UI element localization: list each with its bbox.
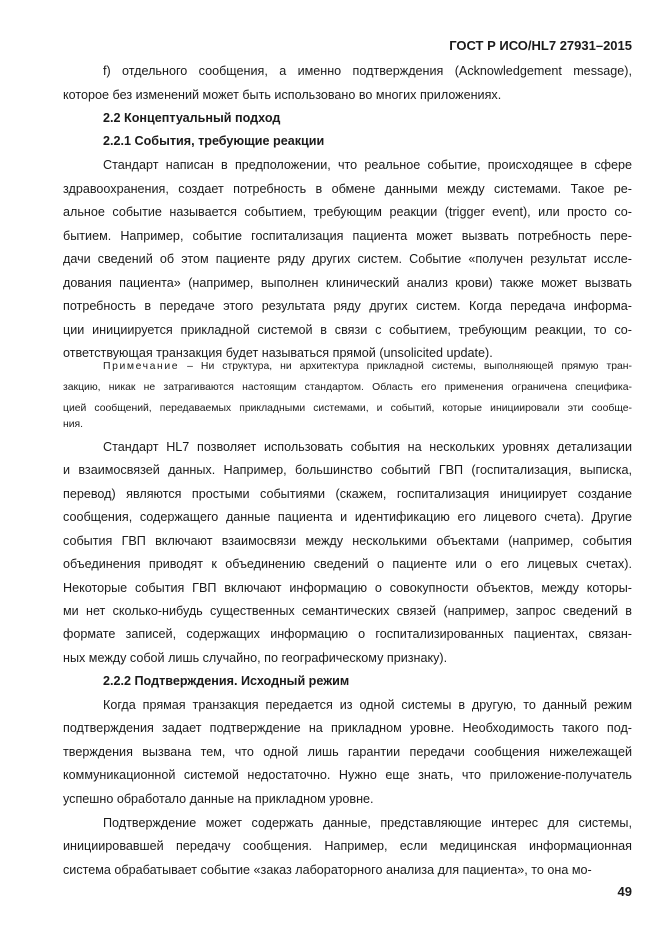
section-heading: 2.2 Концептуальный подход	[103, 110, 281, 125]
text-line: Некоторые события ГВП включают информацию о совокупности объектов, между которы-	[63, 580, 632, 595]
text-line: система обрабатывает событие «заказ лабораторного анализа для пациента», то она мо-	[63, 862, 592, 877]
text-line: потребность в передаче этого результата ряду других систем. Когда передача информа-	[63, 298, 632, 313]
text-line: f) отдельного сообщения, а именно подтверждения (Acknowledgement message),	[103, 63, 632, 78]
text-line: ных между собой лишь случайно, по географическому признаку).	[63, 650, 448, 665]
document-header: ГОСТ Р ИСО/HL7 27931–2015	[449, 38, 632, 53]
text-line: бытием. Например, событие госпитализация пациента может вызвать потребность пере-	[63, 228, 632, 243]
text-line: дования пациента» (например, выполнен клинический анализ крови) также может вызвать	[63, 275, 632, 290]
text-line: перевод) являются простыми событиями (скажем, госпитализация инициирует создание	[63, 486, 632, 501]
text-line: успешно обработало данные на прикладном уровне.	[63, 791, 374, 806]
text-line: подтверждения задает подтверждение на прикладном уровне. Необходимость такого под-	[63, 720, 632, 735]
text-line: инициировавшей передачу сообщения. Например, если медицинская информационная	[63, 838, 632, 853]
text-line: Стандарт HL7 позволяет использовать события на нескольких уровнях детализации	[103, 439, 632, 454]
note-line: закцию, никак не затрагиваются настоящим стандартом. Область его применения ограничена специфика-	[63, 382, 632, 393]
text-line: коммуникационной системой недостаточно. Нужно еще знать, что приложение-получатель	[63, 767, 632, 782]
text-line: которое без изменений может быть использовано во многих приложениях.	[63, 87, 502, 102]
text-line: здравоохранения, создает потребность в обмене данными между системами. Такое ре-	[63, 181, 632, 196]
note-label: Примечание	[103, 361, 180, 372]
text-line: формате записей, содержащих информацию о госпитализированных пациентах, связан-	[63, 626, 632, 641]
text-line: дачи сведений об этом пациенте ряду других систем. Событие «получен результат иссле-	[63, 251, 632, 266]
text-line: объединения приводят к объединению сведений о пациенте или о его лицевых счетах).	[63, 556, 632, 571]
text-line: Стандарт написан в предположении, что реальное событие, происходящее в сфере	[103, 157, 632, 172]
text-line: Подтверждение может содержать данные, представляющие интерес для системы,	[103, 815, 632, 830]
text-line: ответствующая транзакция будет называться прямой (unsolicited update).	[63, 345, 493, 360]
text-line: Когда прямая транзакция передается из одной системы в другую, то данный режим	[103, 697, 632, 712]
text-line: ми нет сколько-нибудь существенных семантических связей (например, запрос сведений в	[63, 603, 632, 618]
text-line: альное событие называется событием, требующим реакции (trigger event), или просто со-	[63, 204, 632, 219]
section-heading: 2.2.1 События, требующие реакции	[103, 133, 325, 148]
page-number: 49	[617, 884, 632, 899]
note-line: ния.	[63, 419, 84, 430]
text-line: ции инициируется прикладной системой в связи с событием, требующим реакции, то со-	[63, 322, 632, 337]
text-line: сообщения, содержащего данные пациента и идентификацию его лицевого счета). Другие	[63, 509, 632, 524]
section-heading: 2.2.2 Подтверждения. Исходный режим	[103, 673, 350, 688]
text-line: и взаимосвязей данных. Например, большинство событий ГВП (госпитализация, выписка,	[63, 462, 632, 477]
text-line: тверждения вызвана тем, что одной лишь гарантии передачи сообщения нижележащей	[63, 744, 632, 759]
note-line: Примечание – Ни структура, ни архитектура прикладной системы, выполняющей прямую тран-	[103, 361, 632, 372]
text-line: события ГВП включают взаимосвязи между несколькими объектами (например, события	[63, 533, 632, 548]
note-line: цией сообщений, передаваемых прикладными системами, и событий, которые инициировали эти сообще-	[63, 403, 632, 414]
